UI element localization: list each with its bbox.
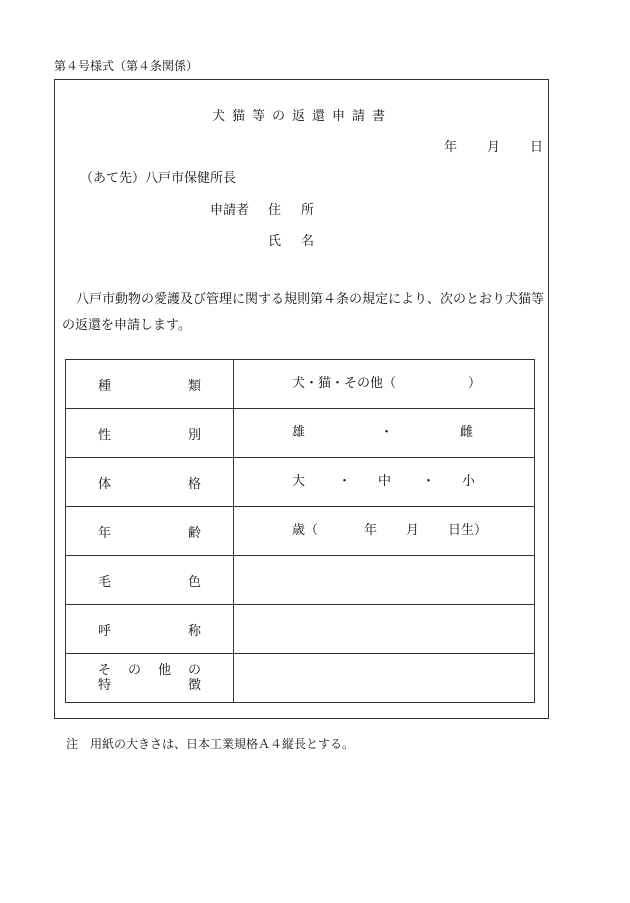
label-type [66,360,234,409]
date-month-label: 月 [487,140,501,155]
label-char: 称 [187,623,201,639]
value-pet-name[interactable] [234,605,535,654]
table-row-coat-color [66,556,535,605]
address-label: 住所 [268,203,335,218]
label-char: 特 [98,678,112,693]
birth-month-unit: 月 [406,523,420,538]
table-row-other-features [66,654,535,703]
form-number: 第４号様式（第４条関係） [54,59,199,73]
type-close-paren: ） [468,376,482,391]
table-row-pet-name [66,605,535,654]
table-row-age [66,507,535,556]
applicant-label: 申請者 [210,203,250,218]
value-size[interactable] [234,458,535,507]
label-char: の [127,663,141,678]
table-row-type [66,360,535,409]
label-sex [66,409,234,458]
label-char: 体 [98,476,112,492]
form-title: 犬猫等の返還申請書 [212,109,393,124]
label-size [66,458,234,507]
label-char: 別 [187,427,201,443]
age-unit: 歳（ [292,523,319,538]
value-age[interactable] [234,507,535,556]
birth-year-unit: 年 [364,523,378,538]
label-pet-name [66,605,234,654]
label-char: 呼 [98,623,112,639]
date-year-label: 年 [444,140,458,155]
size-separator: ・ [422,474,436,489]
label-other-features [66,654,234,703]
date-day-label: 日 [530,140,544,155]
label-age [66,507,234,556]
table-row-sex [66,409,535,458]
table-row-size [66,458,535,507]
size-small-option: 小 [462,474,476,489]
value-sex[interactable] [234,409,535,458]
details-table [65,359,535,703]
value-other-features[interactable] [234,654,535,703]
value-type[interactable] [234,360,535,409]
label-char: 毛 [98,574,112,590]
birth-day-unit: 日生） [448,523,488,538]
label-char: 類 [187,378,201,394]
addressee: （あて先）八戸市保健所長 [80,171,237,186]
label-char: の [187,663,201,678]
value-coat-color[interactable] [234,556,535,605]
label-char: 他 [157,663,171,678]
footnote: 注 用紙の大きさは、日本工業規格Ａ４縦長とする。 [66,737,355,751]
body-text: 八戸市動物の愛護及び管理に関する規則第４条の規定により、次のとおり犬猫等の返還を申請します。 [62,292,545,333]
sex-separator: ・ [380,425,394,440]
size-separator: ・ [338,474,352,489]
sex-male-option: 雄 [292,425,306,440]
label-char: 年 [98,525,112,541]
size-medium-option: 中 [378,474,392,489]
label-char: 色 [187,574,201,590]
label-char: そ [98,663,112,678]
label-char: 徴 [187,678,201,693]
label-char: 種 [98,378,112,394]
type-options-text: 犬・猫・その他（ [292,376,397,391]
size-large-option: 大 [292,474,306,489]
label-char: 格 [187,476,201,492]
label-coat-color [66,556,234,605]
sex-female-option: 雌 [460,425,474,440]
label-char: 性 [98,427,112,443]
label-char: 齢 [187,525,201,541]
name-label: 氏名 [268,234,335,249]
